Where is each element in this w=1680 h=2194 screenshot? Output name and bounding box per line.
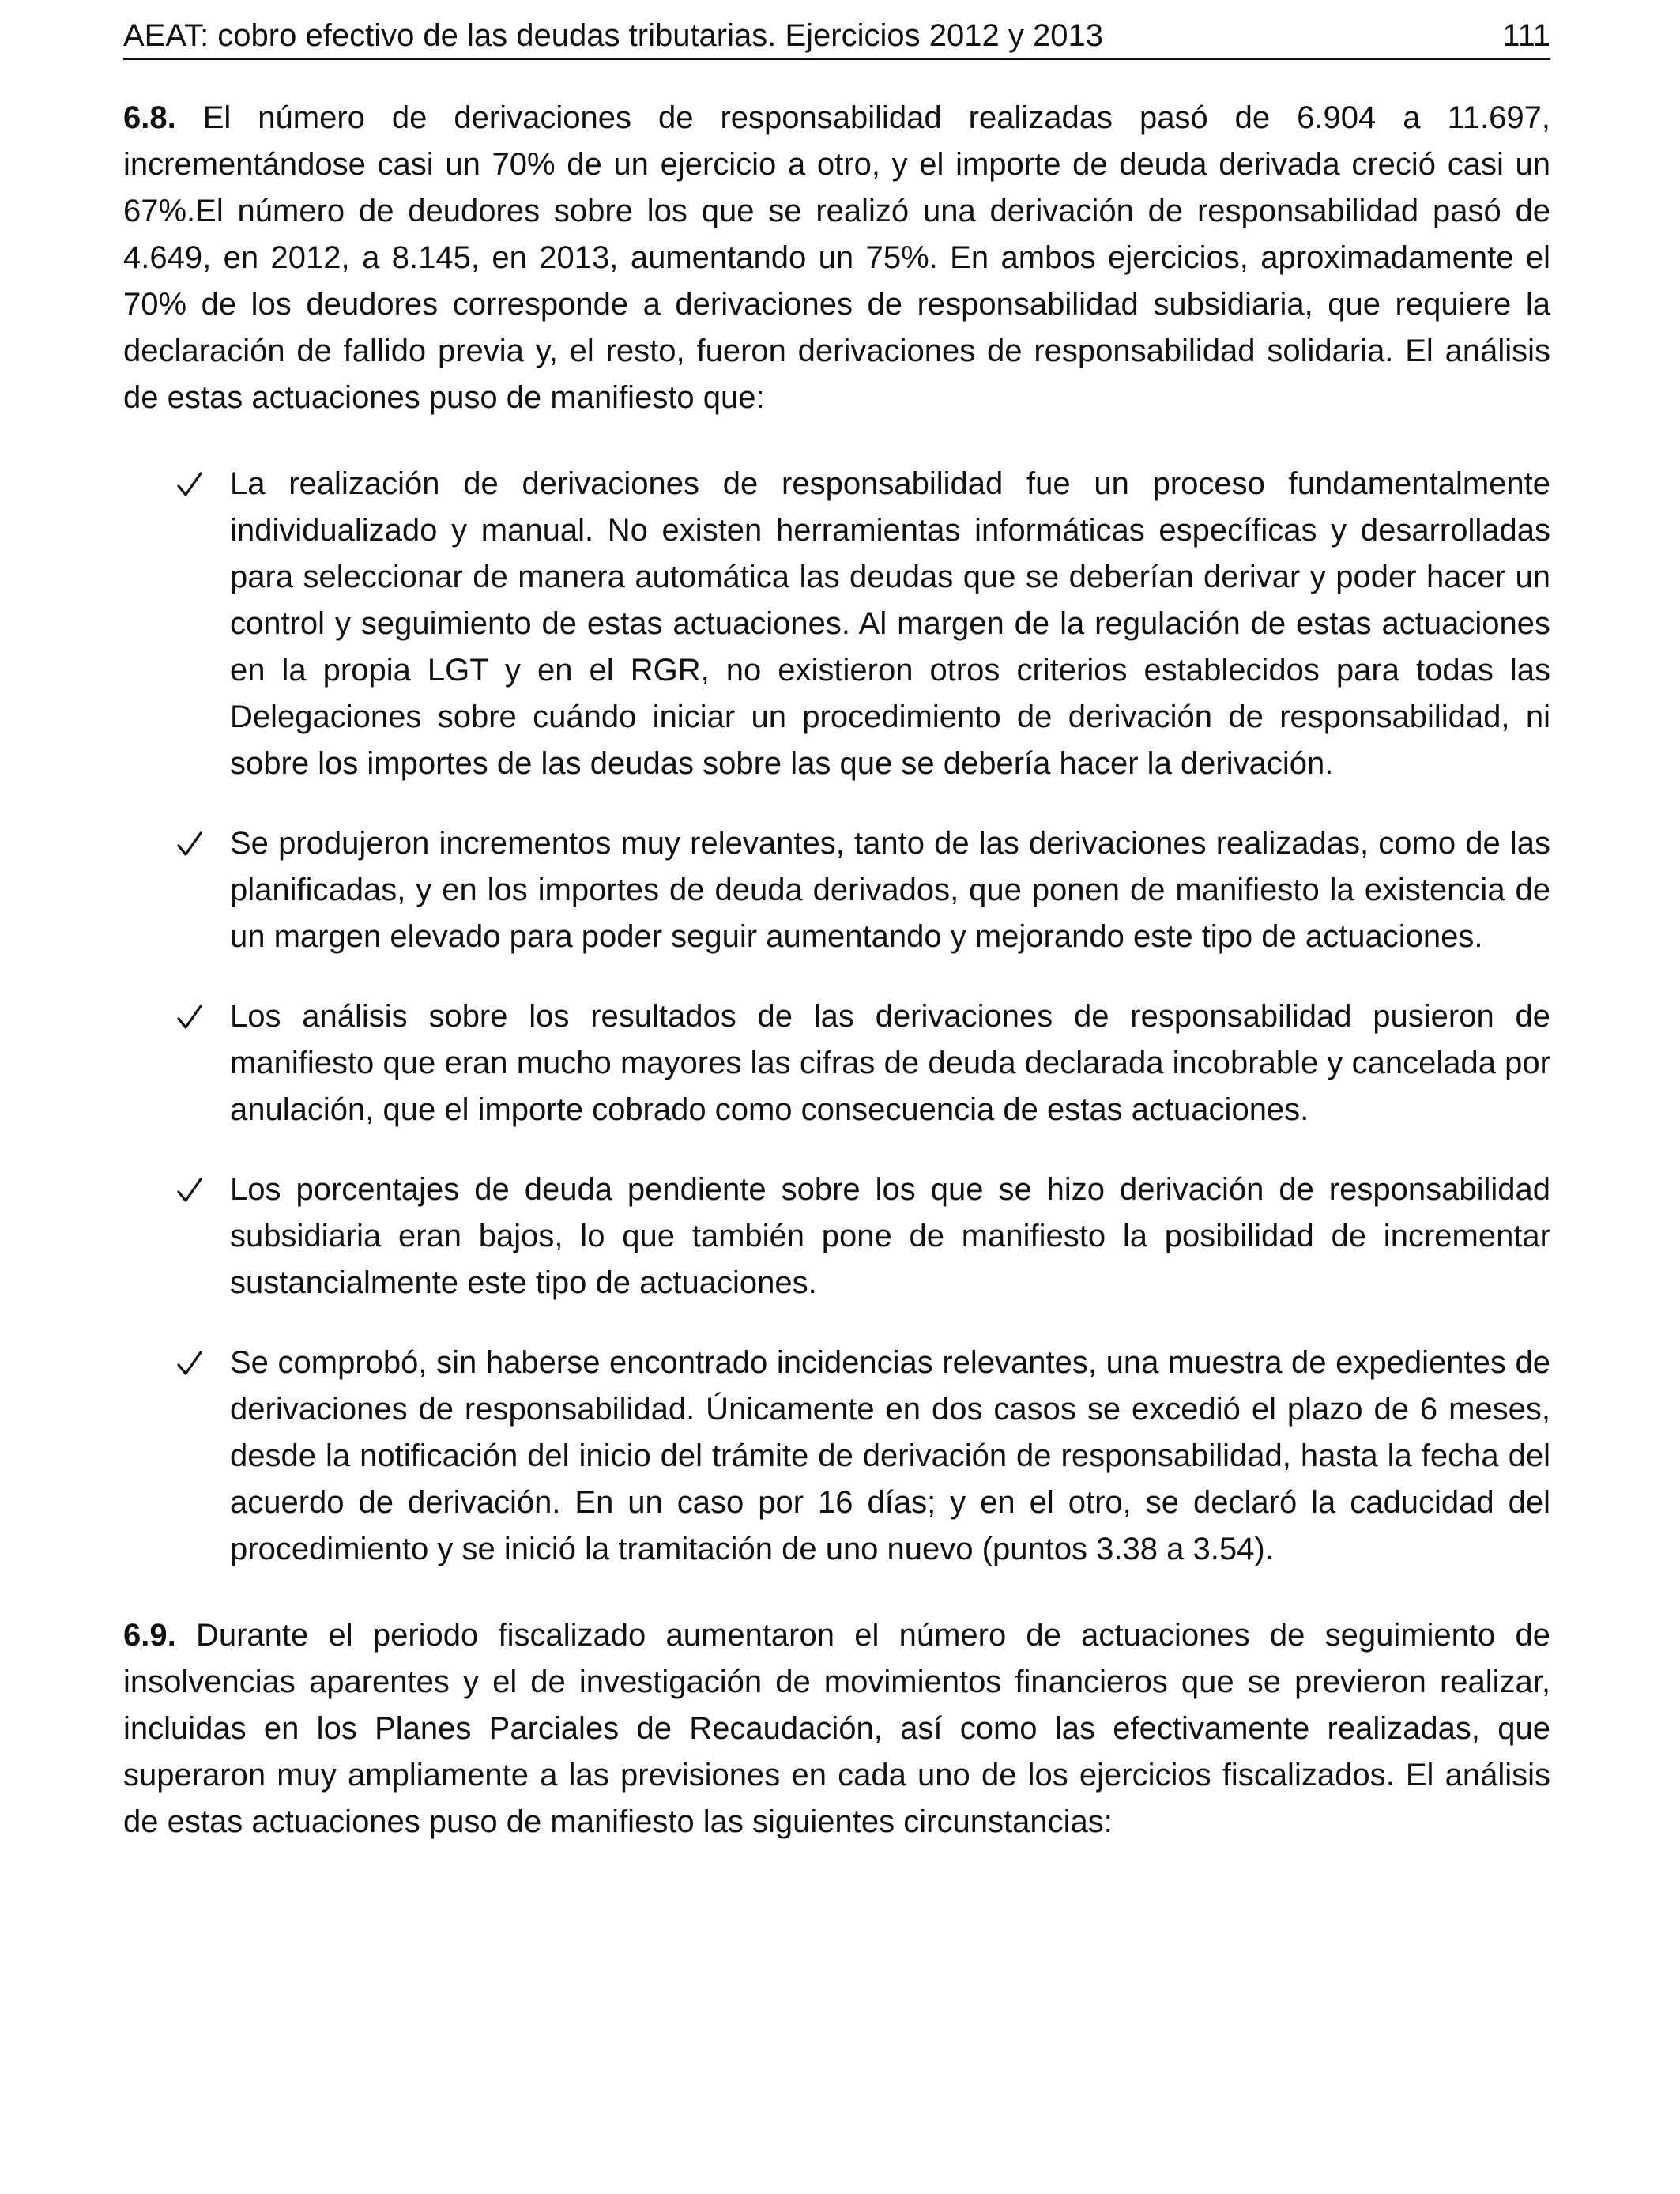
checkmark-icon xyxy=(174,1340,205,1386)
list-item-text: Los análisis sobre los resultados de las derivaciones de responsabilidad pusieron de manifiesto que eran mucho mayores las cifras de deuda declarada incobrable y cancelada por anulación, que el importe cobrado como consecuencia de estas actuaciones. xyxy=(230,999,1550,1127)
list-item xyxy=(123,1340,1550,1573)
document-title: AEAT: cobro efectivo de las deudas tributarias. Ejercicios 2012 y 2013 xyxy=(123,18,1103,53)
list-item xyxy=(123,993,1550,1133)
checkmark-icon xyxy=(174,1167,205,1213)
page-number: 111 xyxy=(1502,18,1550,53)
list-item xyxy=(123,820,1550,960)
checkmark-icon xyxy=(174,820,205,867)
checkmark-icon xyxy=(174,461,205,507)
list-item-text: Los porcentajes de deuda pendiente sobre los que se hizo derivación de responsabilidad subsidiaria eran bajos, lo que también pone de manifiesto la posibilidad de incrementar sustancialmente este tipo de actuaciones. xyxy=(230,1172,1550,1300)
list-item-text: La realización de derivaciones de responsabilidad fue un proceso fundamentalmente individualizado y manual. No existen herramientas informáticas específicas y desarrolladas para seleccionar de manera automática las deudas que se deberían derivar y poder hacer un control y seguimiento de estas actuaciones. Al margen de la regulación de estas actuaciones en la propia LGT y en el RGR, no existieron otros criterios establecidos para todas las Delegaciones sobre cuándo iniciar un procedimiento de derivación de responsabilidad, ni sobre los importes de las deudas sobre las que se debería hacer la derivación. xyxy=(230,466,1550,781)
paragraph-text: Durante el periodo fiscalizado aumentaron el número de actuaciones de seguimiento de insolvencias aparentes y el de investigación de movimientos financieros que se previeron realizar, incluidas en los Planes Parciales de Recaudación, así como las efectivamente realizadas, que superaron muy ampliamente a las previsiones en cada uno de los ejercicios fiscalizados. El análisis de estas actuaciones puso de manifiesto las siguientes circunstancias: xyxy=(123,1618,1550,1839)
page-header xyxy=(123,13,1550,60)
paragraph-text: El número de derivaciones de responsabilidad realizadas pasó de 6.904 a 11.697, incrementándose casi un 70% de un ejercicio a otro, y el importe de deuda derivada creció casi un 67%.El número de deudores sobre los que se realizó una derivación de responsabilidad pasó de 4.649, en 2012, a 8.145, en 2013, aumentando un 75%. En ambos ejercicios, aproximadamente el 70% de los deudores corresponde a derivaciones de responsabilidad subsidiaria, que requiere la declaración de fallido previa y, el resto, fueron derivaciones de responsabilidad solidaria. El análisis de estas actuaciones puso de manifiesto que: xyxy=(123,100,1550,415)
list-item-text: Se produjeron incrementos muy relevantes, tanto de las derivaciones realizadas, como de las planificadas, y en los importes de deuda derivados, que ponen de manifiesto la existencia de un margen elevado para poder seguir aumentando y mejorando este tipo de actuaciones. xyxy=(230,826,1550,954)
findings-list xyxy=(123,461,1550,1573)
list-item xyxy=(123,461,1550,787)
list-item-text: Se comprobó, sin haberse encontrado incidencias relevantes, una muestra de expedientes de derivaciones de responsabilidad. Únicamente en dos casos se excedió el plazo de 6 meses, desde la notificación del inicio del trámite de derivación de responsabilidad, hasta la fecha del acuerdo de derivación. En un caso por 16 días; y en el otro, se declaró la caducidad del procedimiento y se inició la tramitación de uno nuevo (puntos 3.38 a 3.54). xyxy=(230,1345,1550,1566)
section-number: 6.8. xyxy=(123,100,176,135)
list-item xyxy=(123,1167,1550,1306)
page-content xyxy=(123,95,1550,1885)
checkmark-icon xyxy=(174,993,205,1040)
paragraph-6-9 xyxy=(123,1612,1550,1845)
section-number: 6.9. xyxy=(123,1618,176,1653)
paragraph-6-8 xyxy=(123,95,1550,421)
